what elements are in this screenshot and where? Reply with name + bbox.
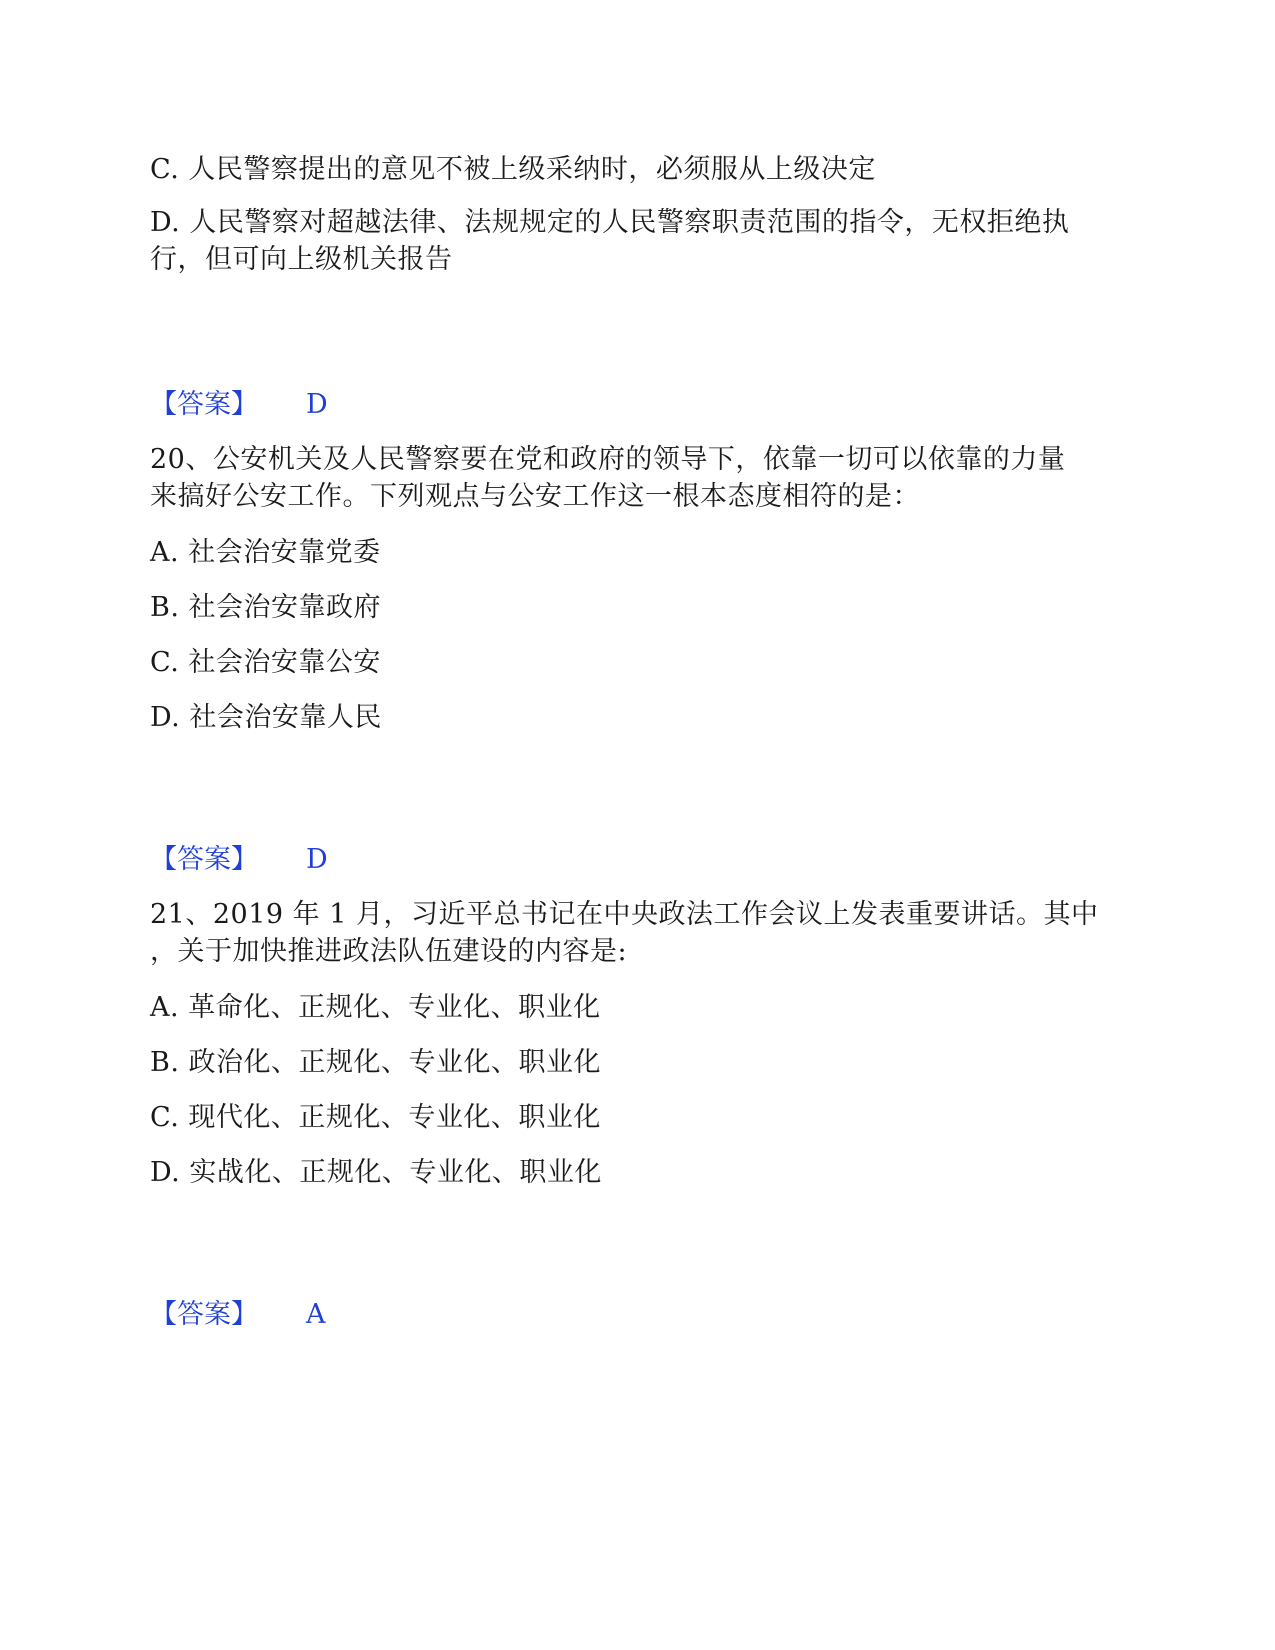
answer-label: 【答案】: [150, 389, 258, 420]
q19-option-c: C. 人民警察提出的意见不被上级采纳时，必须服从上级决定: [150, 154, 876, 185]
q21-option-c: C. 现代化、正规化、专业化、职业化: [150, 1102, 601, 1133]
q19-option-d-line1: D. 人民警察对超越法律、法规规定的人民警察职责范围的指令，无权拒绝执: [150, 207, 1070, 238]
answer-label: 【答案】: [150, 844, 258, 875]
answer-value: A: [306, 1299, 326, 1330]
q21-stem-line1: 21、2019 年 1 月，习近平总书记在中央政法工作会议上发表重要讲话。其中: [150, 899, 1099, 930]
q20-option-b: B. 社会治安靠政府: [150, 592, 382, 623]
q20-answer: [150, 840, 328, 880]
q21-option-a: A. 革命化、正规化、专业化、职业化: [150, 992, 601, 1023]
q20-stem-line2: 来搞好公安工作。下列观点与公安工作这一根本态度相符的是：: [150, 481, 920, 512]
q20-option-c: C. 社会治安靠公安: [150, 647, 381, 678]
answer-label: 【答案】: [150, 1299, 258, 1330]
q21-option-b: B. 政治化、正规化、专业化、职业化: [150, 1047, 602, 1078]
q20-stem-line1: 20、公安机关及人民警察要在党和政府的领导下，依靠一切可以依靠的力量: [150, 444, 1066, 475]
q20-option-a: A. 社会治安靠党委: [150, 537, 381, 568]
answer-value: D: [306, 389, 328, 420]
q21-answer: [150, 1295, 326, 1335]
q21-option-d: D. 实战化、正规化、专业化、职业化: [150, 1157, 602, 1188]
answer-value: D: [306, 844, 328, 875]
q20-option-d: D. 社会治安靠人民: [150, 702, 382, 733]
q19-answer: [150, 385, 328, 425]
q19-option-d-line2: 行，但可向上级机关报告: [150, 244, 453, 275]
q21-stem-line2: ，关于加快推进政法队伍建设的内容是:: [150, 936, 628, 967]
